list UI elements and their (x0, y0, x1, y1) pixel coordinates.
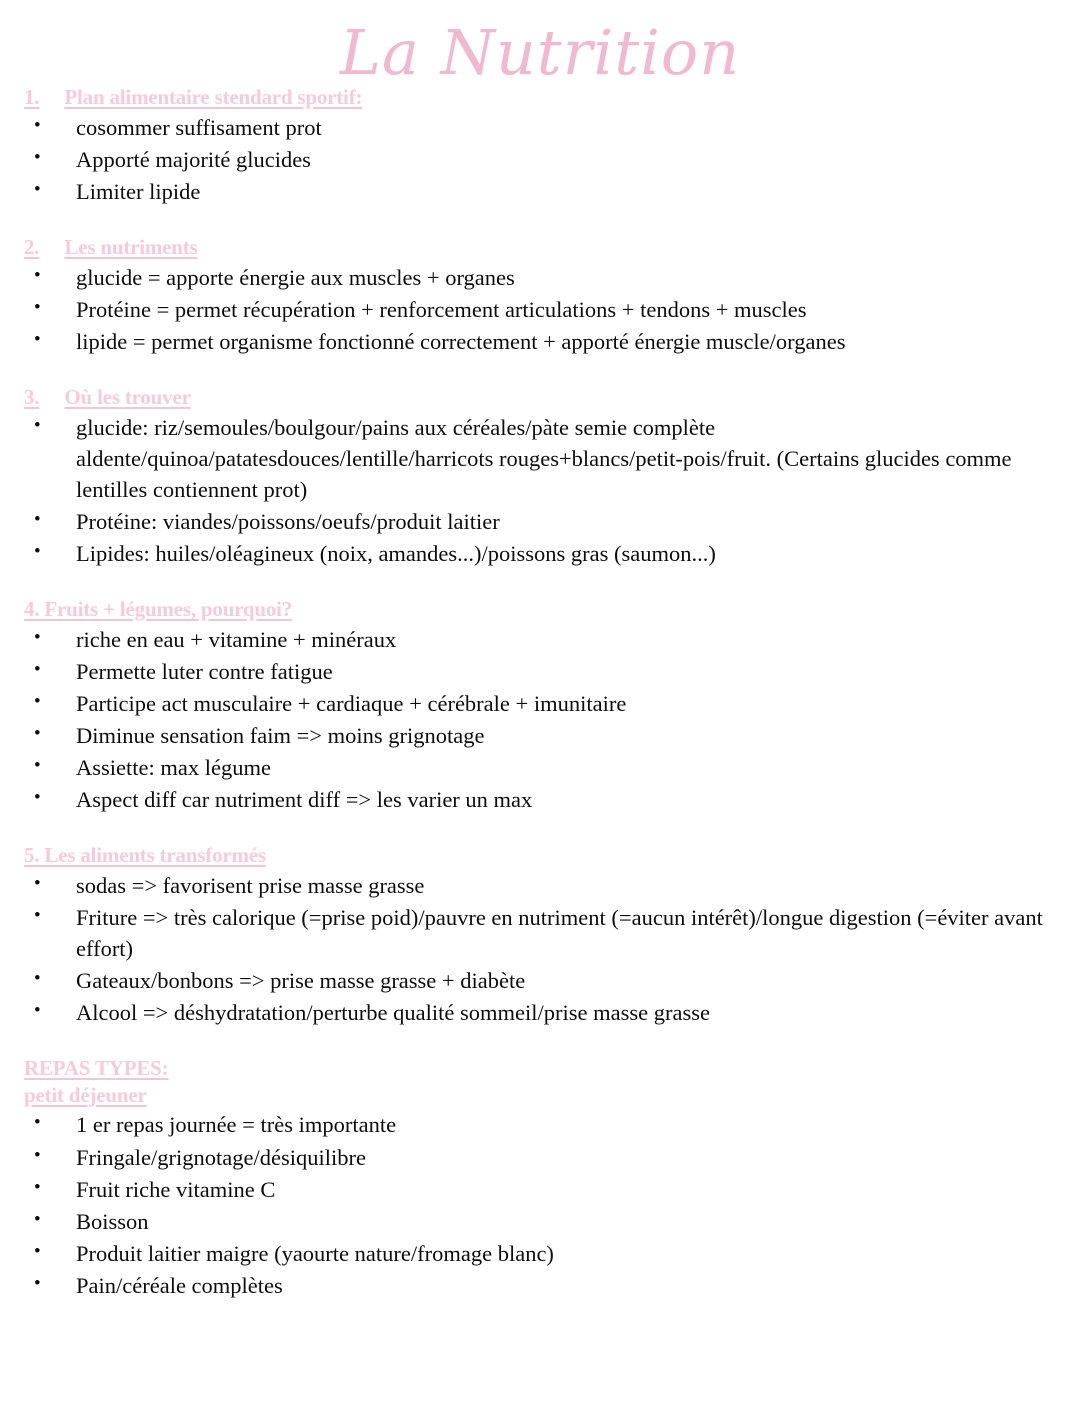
list-item: • Limiter lipide (24, 176, 1056, 207)
list-item: • Alcool => déshydratation/perturbe qualité sommeil/prise masse grasse (24, 997, 1056, 1028)
section-heading-3: 3. Où les trouver (24, 384, 191, 409)
list-item: • riche en eau + vitamine + minéraux (24, 624, 1056, 655)
section-heading-row (24, 235, 1056, 260)
section-les-nutriments (24, 235, 1056, 357)
list-item: • Protéine: viandes/poissons/oeufs/produit laitier (24, 506, 1056, 537)
list-item: • Fringale/grignotage/désiquilibre (24, 1142, 1056, 1173)
section-subheading-row (24, 1083, 1056, 1108)
bullet-list-1 (24, 112, 1056, 207)
list-item: • Gateaux/bonbons => prise masse grasse + diabète (24, 965, 1056, 996)
list-item: • Fruit riche vitamine C (24, 1174, 1056, 1205)
section-heading-row (24, 385, 1056, 410)
section-heading-4: 4. Fruits + légumes, pourquoi? (24, 596, 293, 621)
bullet-list-4 (24, 624, 1056, 815)
bullet-list-6 (24, 1109, 1056, 1300)
section-plan-alimentaire (24, 85, 1056, 207)
section-heading-5: 5. Les aliments transformés (24, 842, 266, 867)
bullet-list-3 (24, 412, 1056, 569)
section-repas-types (24, 1056, 1056, 1301)
list-item: • Lipides: huiles/oléagineux (noix, amandes...)/poissons gras (saumon...) (24, 538, 1056, 569)
list-item: • Diminue sensation faim => moins grignotage (24, 720, 1056, 751)
bullet-list-5 (24, 870, 1056, 1028)
section-subheading-petit-dejeuner: petit déjeuner (24, 1082, 147, 1107)
list-item: • cosommer suffisament prot (24, 112, 1056, 143)
section-heading-1: 1. Plan alimentaire stendard sportif: (24, 85, 363, 110)
list-item: • Friture => très calorique (=prise poid)/pauvre en nutriment (=aucun intérêt)/longue digestion (=éviter avant effort) (24, 902, 1056, 964)
section-heading-row (24, 843, 1056, 868)
list-item: • glucide = apporte énergie aux muscles + organes (24, 262, 1056, 293)
list-item: • Apporté majorité glucides (24, 144, 1056, 175)
list-item: • Pain/céréale complètes (24, 1270, 1056, 1301)
list-item: • Permette luter contre fatigue (24, 656, 1056, 687)
list-item: • Aspect diff car nutriment diff => les varier un max (24, 784, 1056, 815)
section-aliments-transformes (24, 843, 1056, 1028)
list-item: • glucide: riz/semoules/boulgour/pains aux céréales/pàte semie complète aldente/quinoa/patatesdouces/lentille/harricots rouges+blancs/petit-pois/fruit. (Certains glucides comme lentilles contiennent prot) (24, 412, 1056, 505)
list-item: • Boisson (24, 1206, 1056, 1237)
section-heading-row (24, 597, 1056, 622)
section-heading-repas-types: REPAS TYPES: (24, 1055, 169, 1080)
list-item: • Assiette: max légume (24, 752, 1056, 783)
list-item: • 1 er repas journée = très importante (24, 1109, 1056, 1140)
section-heading-row (24, 1056, 1056, 1081)
list-item: • Protéine = permet récupération + renforcement articulations + tendons + muscles (24, 294, 1056, 325)
list-item: • sodas => favorisent prise masse grasse (24, 870, 1056, 901)
page-title: La Nutrition (339, 16, 741, 89)
list-item: • Produit laitier maigre (yaourte nature/fromage blanc) (24, 1238, 1056, 1269)
section-fruits-legumes (24, 597, 1056, 815)
section-heading-2: 2. Les nutriments (24, 235, 198, 259)
section-ou-les-trouver (24, 385, 1056, 569)
notes-page (0, 14, 1080, 1409)
list-item: • Participe act musculaire + cardiaque + cérébrale + imunitaire (24, 688, 1056, 719)
bullet-list-2 (24, 262, 1056, 357)
list-item: • lipide = permet organisme fonctionné correctement + apporté énergie muscle/organes (24, 326, 1056, 357)
